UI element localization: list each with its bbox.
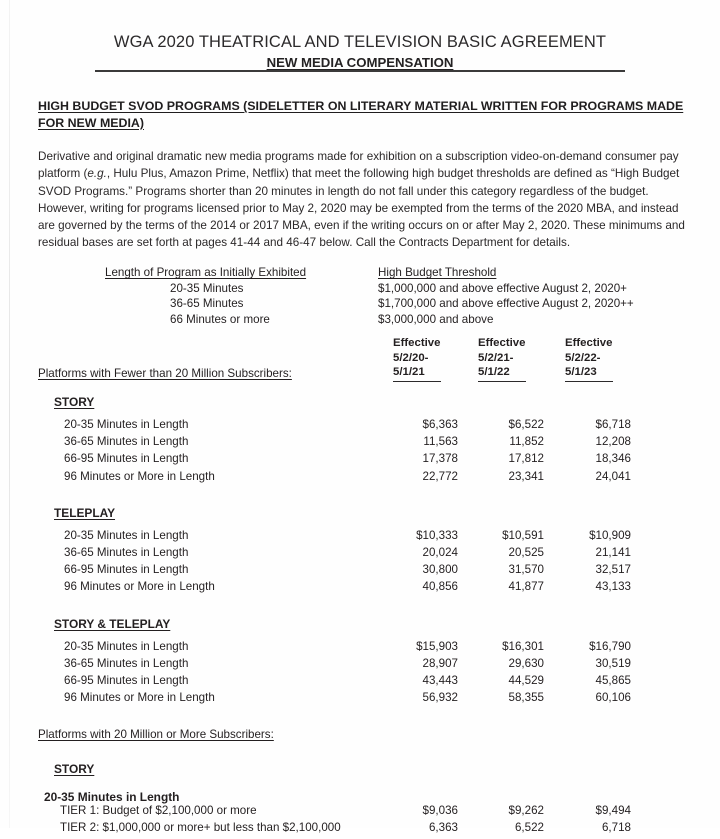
row-label: 96 Minutes or More in Length bbox=[64, 580, 215, 594]
row-value-col1: 56,932 bbox=[422, 691, 458, 705]
row-label: 20-35 Minutes in Length bbox=[64, 418, 189, 431]
threshold-header-amount: High Budget Threshold bbox=[378, 266, 497, 279]
row-value-col1: 22,772 bbox=[422, 469, 458, 483]
threshold-length: 20-35 Minutes bbox=[170, 281, 244, 295]
table-row bbox=[38, 529, 698, 546]
row-value-col3: 32,517 bbox=[595, 563, 631, 577]
row-value-col1: 28,907 bbox=[422, 656, 458, 670]
row-value-col2: 58,355 bbox=[508, 691, 544, 705]
table-row bbox=[105, 312, 705, 328]
paragraph-italic-eg: e.g. bbox=[87, 167, 107, 181]
masthead-divider bbox=[95, 70, 625, 72]
row-value-col3: $10,909 bbox=[589, 528, 631, 542]
table-row bbox=[38, 470, 698, 487]
threshold-amount: $1,000,000 and above effective August 2, 2020+ bbox=[378, 281, 627, 295]
row-value-col2: 44,529 bbox=[508, 673, 544, 687]
row-label: 96 Minutes or More in Length bbox=[64, 469, 215, 483]
threshold-length: 36-65 Minutes bbox=[170, 297, 244, 311]
page-subtitle: NEW MEDIA COMPENSATION bbox=[266, 55, 454, 70]
col1-line3: 5/1/21 bbox=[393, 365, 441, 382]
table-row bbox=[105, 296, 705, 312]
row-value-col2: 23,341 bbox=[508, 469, 544, 483]
row-value-col3: 30,519 bbox=[595, 656, 631, 670]
paragraph-part-2: , Hulu Plus, Amazon Prime, Netflix) that meet the following high budget thresholds are defined as “High Budget SVOD Programs.” Programs shorter than 20 minutes in length do not fall under this category regardless of the budget. However, writing for programs licensed prior to May 2, 2020 may be exempted from the terms of the 2020 MBA, and instead are governed by the terms of the 2014 or 2017 MBA, even if the writing occurs on or after May 2, 2020. These minimums and residual bases are set forth at pages 41-44 and 46-47 below. Call the Contracts Department for details. bbox=[38, 167, 685, 250]
row-value-col1: $9,036 bbox=[422, 804, 458, 818]
row-value-col2: 31,570 bbox=[508, 563, 544, 577]
row-value-col2: $10,591 bbox=[502, 528, 544, 542]
col1-line1: Effective bbox=[393, 337, 441, 349]
section-title-story-and-teleplay: STORY & TELEPLAY bbox=[54, 616, 171, 631]
row-value-col3: 18,346 bbox=[595, 452, 631, 466]
column-header-effective-3 bbox=[565, 336, 643, 382]
row-label: TIER 2: $1,000,000 or more+ but less than $2,100,000 bbox=[60, 821, 341, 835]
row-value-col1: 40,856 bbox=[422, 580, 458, 594]
table-row bbox=[38, 640, 698, 657]
section-title-teleplay: TELEPLAY bbox=[54, 505, 116, 520]
row-value-col2: 6,522 bbox=[514, 821, 544, 835]
row-value-col3: 43,133 bbox=[595, 580, 631, 594]
row-value-col2: $6,522 bbox=[508, 418, 544, 431]
row-value-col3: $6,718 bbox=[595, 418, 631, 431]
platform-more-label: Platforms with 20 Million or More Subscribers: bbox=[38, 728, 274, 742]
row-label: 20-35 Minutes in Length bbox=[64, 639, 189, 653]
row-value-col1: 20,024 bbox=[422, 545, 458, 559]
table-row bbox=[38, 657, 698, 674]
section-heading: HIGH BUDGET SVOD PROGRAMS (SIDELETTER ON LITERARY MATERIAL WRITTEN FOR PROGRAMS MADE FOR NEW MEDIA) bbox=[38, 99, 684, 130]
threshold-length: 66 Minutes or more bbox=[170, 312, 270, 326]
table-row bbox=[38, 674, 698, 691]
row-value-col3: 21,141 bbox=[595, 545, 631, 559]
col3-line3: 5/1/23 bbox=[565, 365, 613, 382]
row-label: 36-65 Minutes in Length bbox=[64, 656, 189, 670]
row-label: 66-95 Minutes in Length bbox=[64, 563, 189, 577]
col2-line3: 5/1/22 bbox=[478, 365, 526, 382]
row-label: 66-95 Minutes in Length bbox=[64, 673, 189, 687]
tier-section-subtitle: 20-35 Minutes in Length bbox=[44, 790, 180, 805]
col2-line2: 5/2/21- bbox=[478, 351, 514, 364]
table-row bbox=[38, 804, 698, 821]
col2-line1: Effective bbox=[478, 337, 526, 349]
scan-edge bbox=[9, 0, 10, 828]
row-value-col1: 17,378 bbox=[422, 452, 458, 466]
row-value-col1: 30,800 bbox=[422, 563, 458, 577]
row-value-col1: 6,363 bbox=[428, 821, 458, 835]
row-value-col2: 29,630 bbox=[508, 656, 544, 670]
table-row bbox=[38, 435, 698, 452]
row-value-col2: 17,812 bbox=[508, 452, 544, 466]
col3-line2: 5/2/22- bbox=[565, 351, 601, 364]
threshold-amount: $1,700,000 and above effective August 2, 2020++ bbox=[378, 297, 634, 311]
row-label: TIER 1: Budget of $2,100,000 or more bbox=[60, 804, 257, 818]
row-value-col1: $10,333 bbox=[416, 528, 458, 542]
table-row bbox=[38, 580, 698, 597]
table-row bbox=[38, 546, 698, 563]
col1-line2: 5/2/20- bbox=[393, 351, 429, 364]
row-label: 36-65 Minutes in Length bbox=[64, 435, 189, 449]
threshold-amount: $3,000,000 and above bbox=[378, 312, 494, 326]
row-value-col3: 60,106 bbox=[595, 691, 631, 705]
column-header-effective-1 bbox=[393, 336, 471, 382]
table-row bbox=[38, 691, 698, 708]
paragraph-part-1: Derivative and original dramatic new media programs made for exhibition on a subscription video-on-demand consumer pay platform ( bbox=[38, 150, 679, 181]
row-value-col2: $9,262 bbox=[508, 804, 544, 818]
threshold-header-length: Length of Program as Initially Exhibited bbox=[105, 266, 307, 279]
row-value-col1: 43,443 bbox=[422, 673, 458, 687]
row-label: 96 Minutes or More in Length bbox=[64, 691, 215, 705]
row-value-col2: 20,525 bbox=[508, 545, 544, 559]
tier-section-title-story: STORY bbox=[54, 762, 95, 777]
row-label: 20-35 Minutes in Length bbox=[64, 528, 189, 542]
row-label: 66-95 Minutes in Length bbox=[64, 452, 189, 466]
row-value-col2: 41,877 bbox=[508, 580, 544, 594]
row-label: 36-65 Minutes in Length bbox=[64, 545, 189, 559]
row-value-col1: 11,563 bbox=[423, 435, 458, 449]
intro-paragraph bbox=[38, 148, 688, 252]
row-value-col3: $16,790 bbox=[589, 639, 631, 653]
row-value-col1: $6,363 bbox=[422, 418, 458, 431]
row-value-col2: $16,301 bbox=[502, 639, 544, 653]
table-row bbox=[38, 452, 698, 469]
row-value-col2: 11,852 bbox=[509, 435, 544, 449]
rate-table-body bbox=[38, 381, 698, 839]
row-value-col3: 45,865 bbox=[595, 673, 631, 687]
rate-table-column-headers bbox=[38, 336, 698, 381]
col3-line1: Effective bbox=[565, 337, 613, 349]
table-row bbox=[38, 821, 698, 838]
threshold-table bbox=[105, 265, 705, 327]
row-value-col3: 24,041 bbox=[595, 469, 631, 483]
section-title-story: STORY bbox=[54, 395, 95, 409]
threshold-table-header bbox=[105, 265, 705, 281]
row-value-col3: 6,718 bbox=[601, 821, 631, 835]
rate-table bbox=[38, 336, 698, 839]
table-row bbox=[38, 563, 698, 580]
page-title: WGA 2020 THEATRICAL AND TELEVISION BASIC AGREEMENT bbox=[113, 33, 607, 51]
row-value-col1: $15,903 bbox=[416, 639, 458, 653]
column-header-effective-2 bbox=[478, 336, 556, 382]
row-value-col3: 12,208 bbox=[595, 435, 631, 449]
row-value-col3: $9,494 bbox=[595, 804, 631, 818]
platform-fewer-label: Platforms with Fewer than 20 Million Subscribers: bbox=[38, 367, 292, 380]
table-row bbox=[105, 281, 705, 297]
table-row bbox=[38, 418, 698, 435]
